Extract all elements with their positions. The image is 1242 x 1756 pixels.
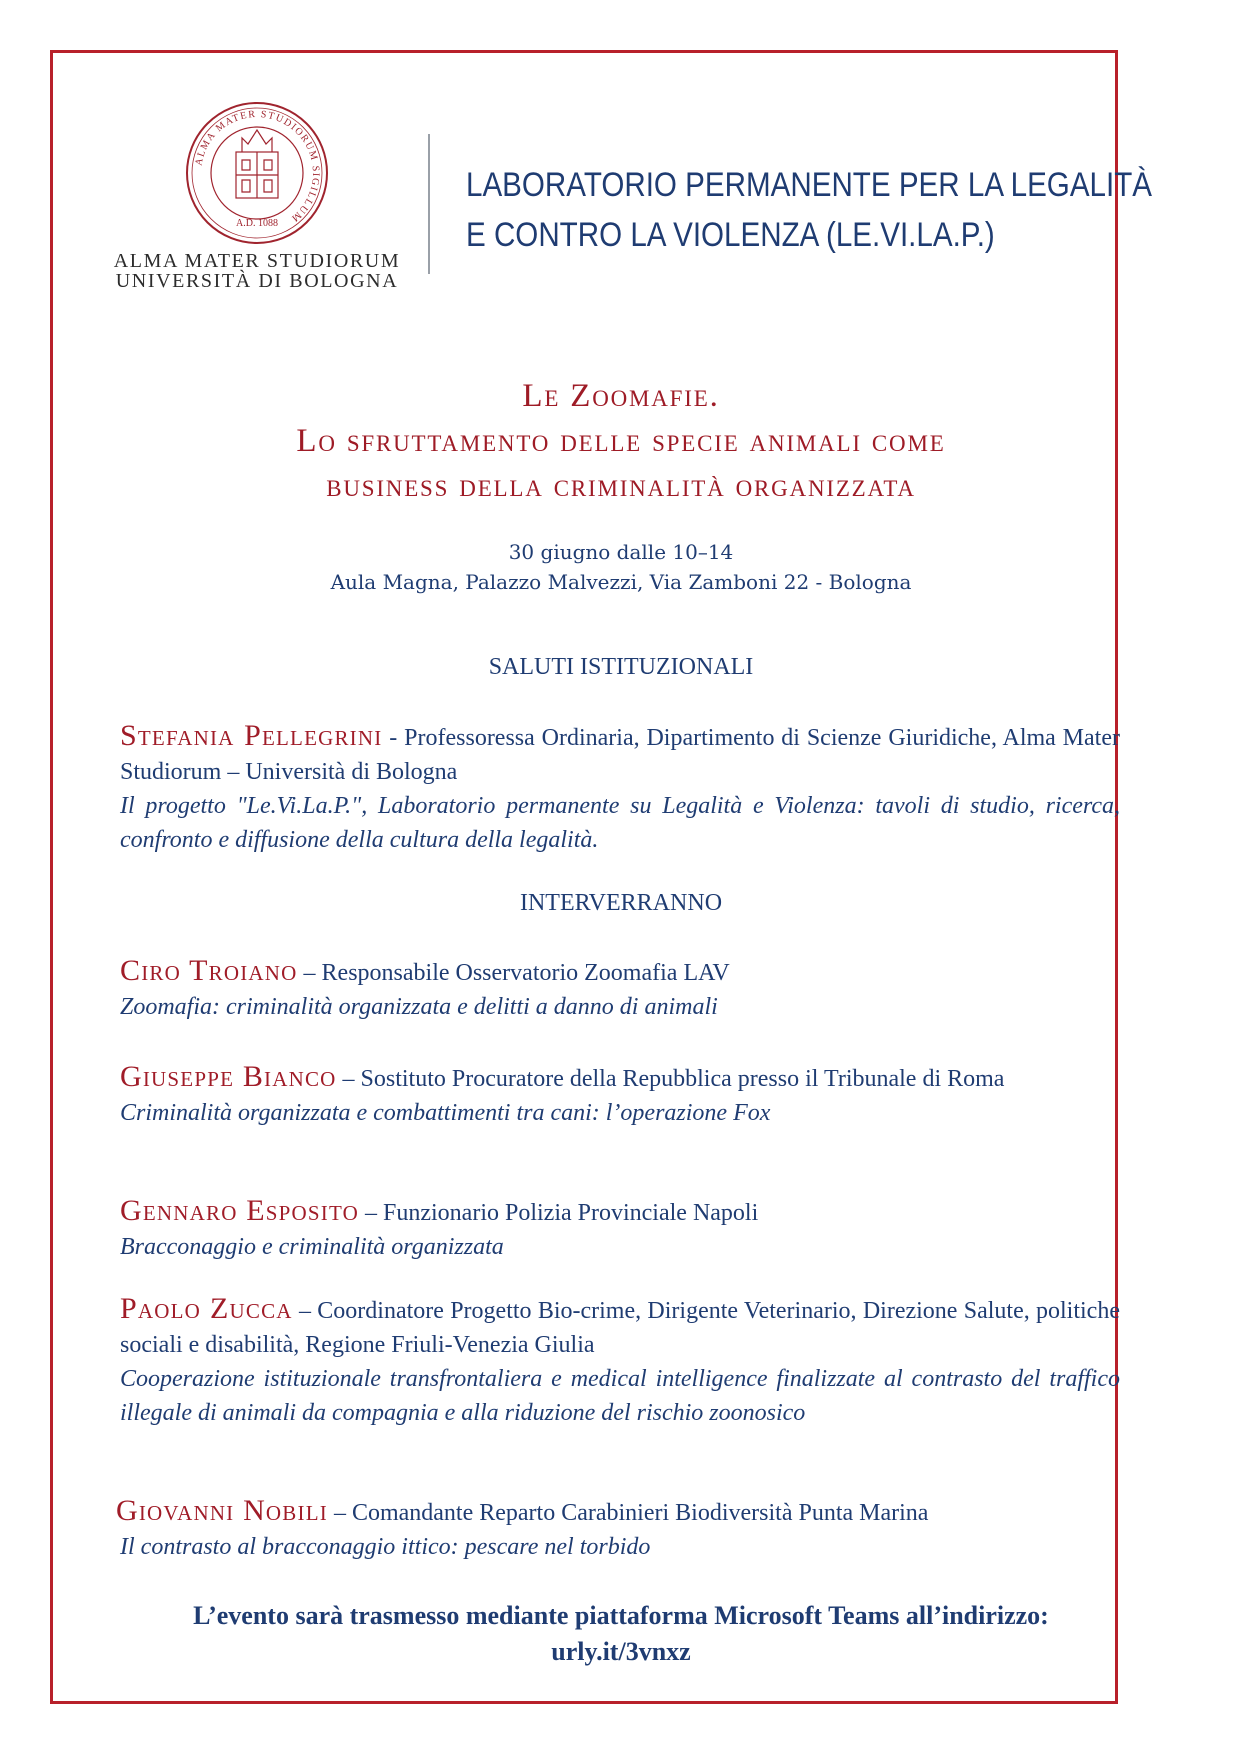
event-title-line: Lo sfruttamento delle specie animali come	[296, 423, 946, 459]
event-title	[60, 374, 1182, 509]
section-heading-greetings: SALUTI ISTITUZIONALI	[488, 654, 754, 680]
lab-title: LABORATORIO PERMANENTE PER LA LEGALITÀ E CONTRO LA VIOLENZA (LE.VI.LA.P.)	[466, 166, 1153, 254]
talk-title: Cooperazione istituzionale transfrontaliera e medical intelligence finalizzate al contrasto del traffico illegale di animali da compagnia e alla riduzione del rischio zoonosico	[120, 1366, 1120, 1426]
event-title-line: Le Zoomafie.	[522, 378, 720, 414]
speaker-role: – Sostituto Procuratore della Repubblica presso il Tribunale di Roma	[336, 1066, 1005, 1092]
talk-title: Zoomafia: criminalità organizzata e delitti a danno di animali	[120, 994, 718, 1020]
event-info	[60, 537, 1182, 597]
speaker-entry	[120, 1194, 1120, 1264]
speaker-entry	[116, 1494, 1116, 1564]
header-divider	[428, 134, 430, 274]
speaker-name: Giuseppe Bianco	[120, 1060, 337, 1093]
event-venue: Aula Magna, Palazzo Malvezzi, Via Zamboni 22 - Bologna	[330, 570, 912, 594]
event-title-line: business della criminalità organizzata	[326, 468, 916, 504]
speaker-role: – Funzionario Polizia Provinciale Napoli	[359, 1200, 759, 1226]
speaker-entry	[120, 1060, 1120, 1130]
speaker-entry	[120, 1292, 1120, 1430]
speaker-entry	[120, 719, 1120, 857]
speaker-name: Giovanni Nobili	[116, 1494, 328, 1527]
speaker-role: - Professoressa Ordinaria, Dipartimento di Scienze Giuridiche, Alma Mater Studiorum – Università di Bologna	[120, 725, 1120, 785]
talk-title: Criminalità organizzata e combattimenti tra cani: l’operazione Fox	[120, 1100, 771, 1126]
speaker-role: – Coordinatore Progetto Bio-crime, Dirigente Veterinario, Direzione Salute, politiche sociali e disabilità, Regione Friuli-Venezia Giulia	[120, 1298, 1120, 1358]
speaker-name: Paolo Zucca	[120, 1292, 293, 1325]
university-seal-icon	[184, 100, 330, 246]
talk-title: Il progetto "Le.Vi.La.P.", Laboratorio permanente su Legalità e Violenza: tavoli di studio, ricerca, confronto e diffusione della cultura della legalità.	[120, 793, 1120, 853]
talk-title: Il contrasto al bracconaggio ittico: pescare nel torbido	[120, 1534, 651, 1560]
speaker-entry	[120, 954, 1120, 1024]
broadcast-text: L’evento sarà trasmesso mediante piattaforma Microsoft Teams all’indirizzo:	[193, 1601, 1049, 1630]
section-heading-speakers: INTERVERRANNO	[519, 890, 723, 916]
speaker-name: Gennaro Esposito	[120, 1194, 359, 1227]
svg-text:A.D. 1088: A.D. 1088	[236, 218, 278, 229]
svg-text:ALMA MATER STUDIORUM SIGILLUM: ALMA MATER STUDIORUM SIGILLUM	[193, 108, 322, 225]
broadcast-notice	[60, 1598, 1182, 1670]
speaker-name: Stefania Pellegrini	[120, 719, 383, 752]
speaker-role: – Responsabile Osservatorio Zoomafia LAV	[297, 960, 730, 986]
page-border	[50, 50, 1153, 1704]
speaker-name: Ciro Troiano	[120, 954, 298, 987]
speaker-role: – Comandante Reparto Carabinieri Biodiversità Punta Marina	[327, 1500, 929, 1526]
university-name: ALMA MATER STUDIORUM UNIVERSITÀ DI BOLOGNA	[113, 250, 401, 292]
event-date: 30 giugno dalle 10–14	[508, 540, 734, 564]
talk-title: Bracconaggio e criminalità organizzata	[120, 1234, 504, 1260]
teams-link[interactable]: urly.it/3vnxz	[551, 1637, 691, 1666]
